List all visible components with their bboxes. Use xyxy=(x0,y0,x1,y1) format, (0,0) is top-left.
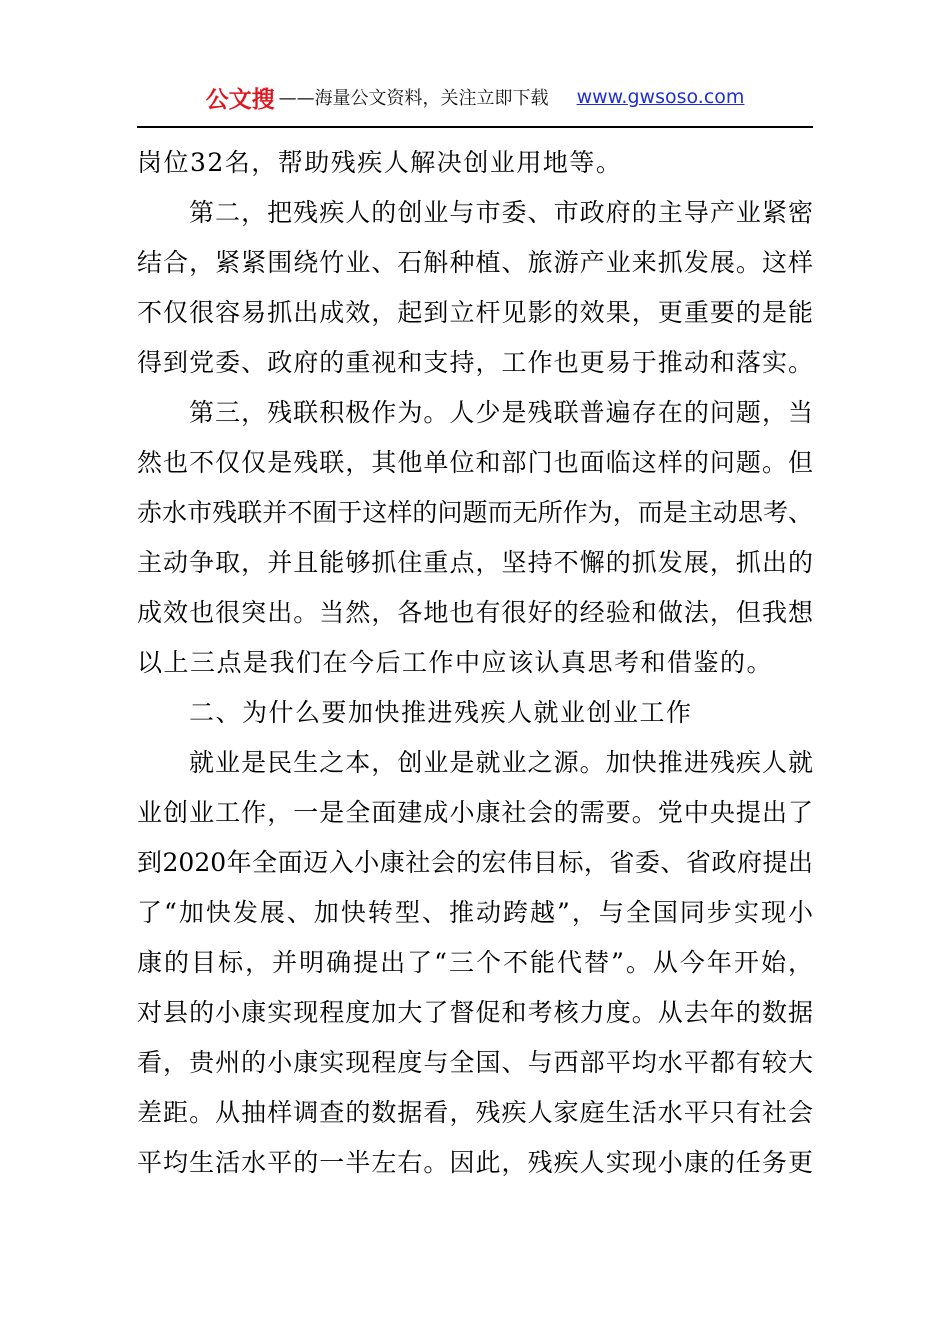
text-line: 主动争取，并且能够抓住重点，坚持不懈的抓发展，抓出的 xyxy=(137,548,813,577)
header-slogan: ——海量公文资料，关注立即下载 xyxy=(278,88,549,109)
website-link[interactable]: www.gwsoso.com xyxy=(576,86,745,108)
text-line: 对县的小康实现程度加大了督促和考核力度。从去年的数据 xyxy=(137,998,813,1027)
text-line: 成效也很突出。当然，各地也有很好的经验和做法，但我想 xyxy=(137,598,813,627)
text-line: 业创业工作，一是全面建成小康社会的需要。党中央提出了 xyxy=(137,798,813,827)
text-line: 不仅很容易抓出成效，起到立杆见影的效果，更重要的是能 xyxy=(137,298,813,327)
text-line: 第二，把残疾人的创业与市委、市政府的主导产业紧密 xyxy=(189,198,813,227)
text-line: 第三，残联积极作为。人少是残联普遍存在的问题，当 xyxy=(189,398,813,427)
text-line: 结合，紧紧围绕竹业、石斛种植、旅游产业来抓发展。这样 xyxy=(137,248,813,277)
text-line: 看，贵州的小康实现程度与全国、与西部平均水平都有较大 xyxy=(137,1048,813,1077)
section-heading: 二、为什么要加快推进残疾人就业创业工作 xyxy=(189,698,693,727)
brand-logo-text: 公文搜 xyxy=(205,86,275,113)
text-line: 了“加快发展、加快转型、推动跨越”，与全国同步实现小 xyxy=(137,898,813,927)
text-line: 以上三点是我们在今后工作中应该认真思考和借鉴的。 xyxy=(137,648,774,677)
text-line: 差距。从抽样调查的数据看，残疾人家庭生活水平只有社会 xyxy=(137,1098,813,1127)
text-line: 到2020年全面迈入小康社会的宏伟目标，省委、省政府提出 xyxy=(137,848,813,877)
text-line: 平均生活水平的一半左右。因此，残疾人实现小康的任务更 xyxy=(137,1148,813,1177)
text-line: 康的目标，并明确提出了“三个不能代替”。从今年开始， xyxy=(137,948,813,977)
text-line: 岗位32名，帮助残疾人解决创业用地等。 xyxy=(137,148,623,177)
text-line: 赤水市残联并不囿于这样的问题而无所作为，而是主动思考、 xyxy=(137,498,813,527)
document-body xyxy=(137,138,813,1188)
text-line: 然也不仅仅是残联，其他单位和部门也面临这样的问题。但 xyxy=(137,448,813,477)
text-line: 就业是民生之本，创业是就业之源。加快推进残疾人就 xyxy=(189,748,813,777)
text-line: 得到党委、政府的重视和支持，工作也更易于推动和落实。 xyxy=(137,348,813,377)
page-header xyxy=(137,80,813,114)
header-divider xyxy=(137,126,813,128)
